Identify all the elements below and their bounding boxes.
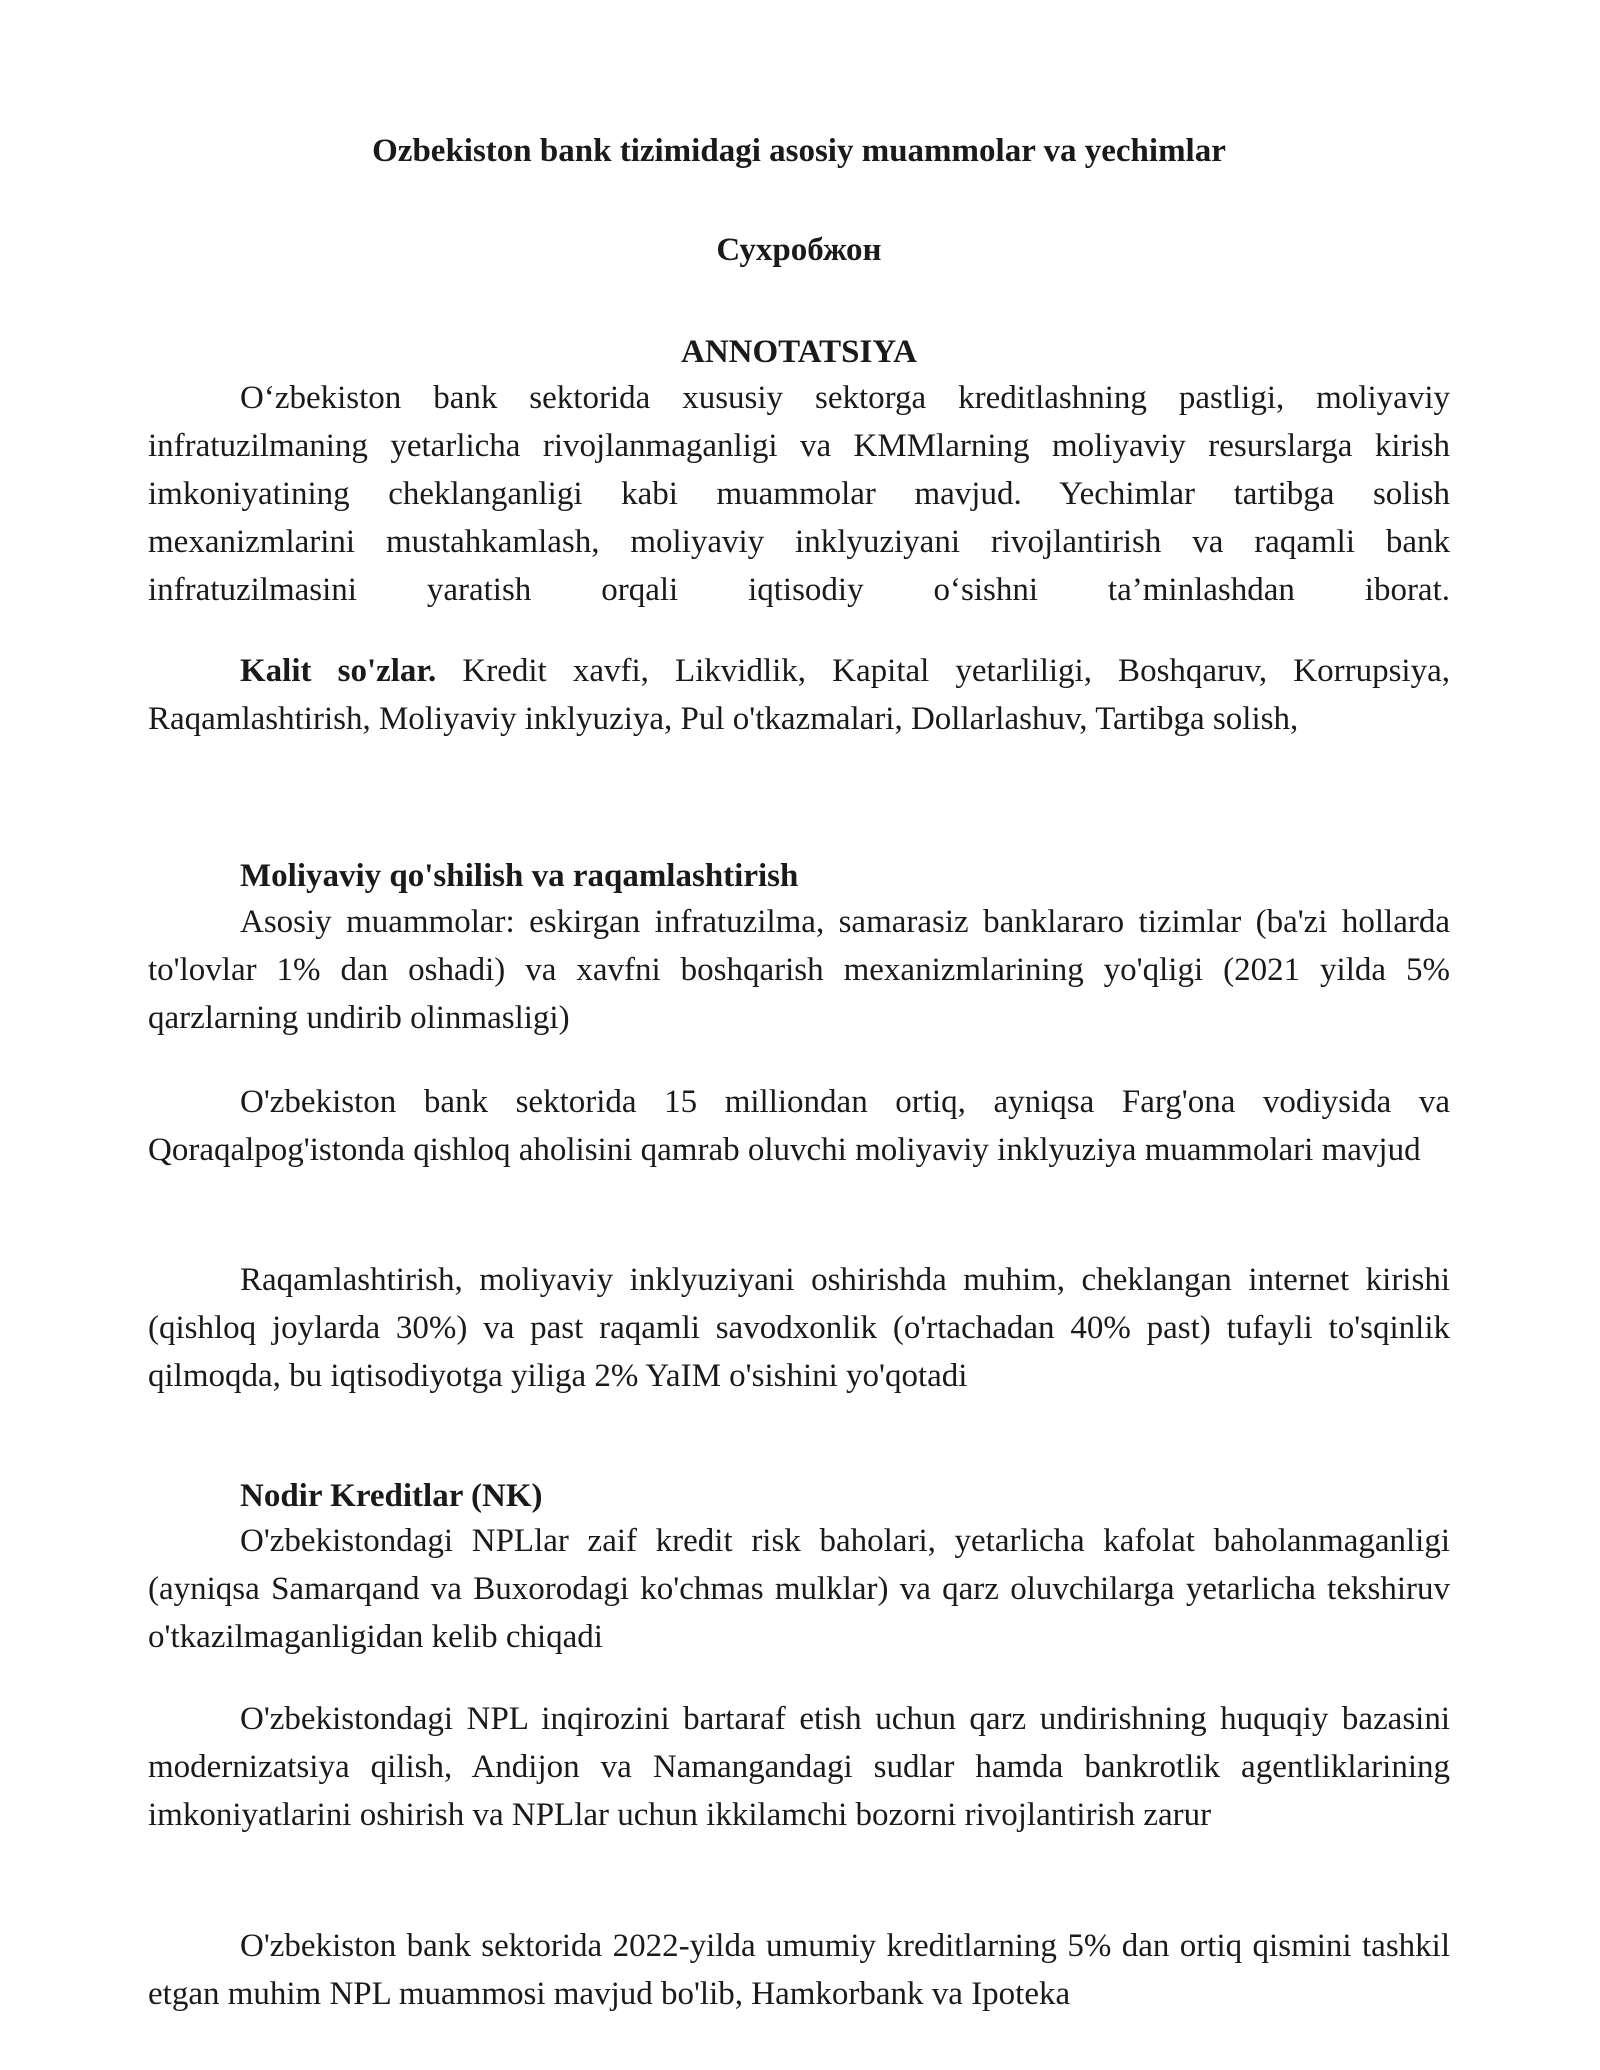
section1-paragraph: O'zbekiston bank sektorida 15 milliondan ortiq, ayniqsa Farg'ona vodiysida va Qoraqalpog'istonda qishloq aholisini qamrab oluvchi moliyaviy inklyuziya muammolari mavjud: [148, 1084, 1450, 1168]
section1-paragraph: Raqamlashtirish, moliyaviy inklyuziyani oshirishda muhim, cheklangan internet kirishi (qishloq joylarda 30%) va past raqamli savodxonlik (o'rtachadan 40% past) tufayli to'sqinlik qilmoqda, bu iqtisodiyotga yiliga 2% YaIM o'sishini yo'qotadi: [148, 1262, 1450, 1394]
section2-paragraph: O'zbekistondagi NPLlar zaif kredit risk baholari, yetarlicha kafolat baholanmaganligi (ayniqsa Samarqand va Buxorodagi ko'chmas mulklar) va qarz oluvchilarga yetarlicha tekshiruv o'tkazilmaganligidan kelib chiqadi: [148, 1523, 1450, 1655]
keywords-label: Kalit so'zlar.: [240, 653, 437, 689]
section-heading-npl: Nodir Kreditlar (NK): [240, 1478, 543, 1514]
section2-paragraph: O'zbekistondagi NPL inqirozini bartaraf etish uchun qarz undirishning huquqiy bazasini modernizatsiya qilish, Andijon va Namangandagi sudlar hamda bankrotlik agentliklarining imkoniyatlarini oshirish va NPLlar uchun ikkilamchi bozorni rivojlantirish zarur: [148, 1701, 1450, 1833]
keywords-text: Kredit xavfi, Likvidlik, Kapital yetarliligi, Boshqaruv, Korrupsiya, Raqamlashtirish, Moliyaviy inklyuziya, Pul o'tkazmalari, Dollarlashuv, Tartibga solish,: [148, 653, 1450, 737]
annotation-paragraph: O‘zbekiston bank sektorida xususiy sektorga kreditlashning pastligi, moliyaviy infratuzilmaning yetarlicha rivojlanmaganligi va KMMlarning moliyaviy resurslarga kirish imkoniyatining cheklanganligi kabi muammolar mavjud. Yechimlar tartibga solish mexanizmlarini mustahkamlash, moliyaviy inklyuziyani rivojlantirish va raqamli bank infratuzilmasini yaratish orqali iqtisodiy o‘sishni ta’minlashdan iborat.: [148, 380, 1450, 608]
keywords-paragraph: [148, 647, 1450, 743]
section-heading-financial-inclusion: Moliyaviy qo'shilish va raqamlashtirish: [240, 858, 799, 894]
author-name: Сухробжон: [716, 232, 882, 268]
section1-paragraph: Asosiy muammolar: eskirgan infratuzilma, samarasiz banklararo tizimlar (ba'zi hollarda to'lovlar 1% dan oshadi) va xavfni boshqarish mexanizmlarining yo'qligi (2021 yilda 5% qarzlarning undirib olinmasligi): [148, 904, 1450, 1036]
document-title: Ozbekiston bank tizimidagi asosiy muammolar va yechimlar: [372, 133, 1226, 169]
annotation-heading: ANNOTATSIYA: [681, 334, 917, 370]
section2-paragraph: O'zbekiston bank sektorida 2022-yilda umumiy kreditlarning 5% dan ortiq qismini tashkil etgan muhim NPL muammosi mavjud bo'lib, Hamkorbank va Ipoteka: [148, 1928, 1450, 2012]
